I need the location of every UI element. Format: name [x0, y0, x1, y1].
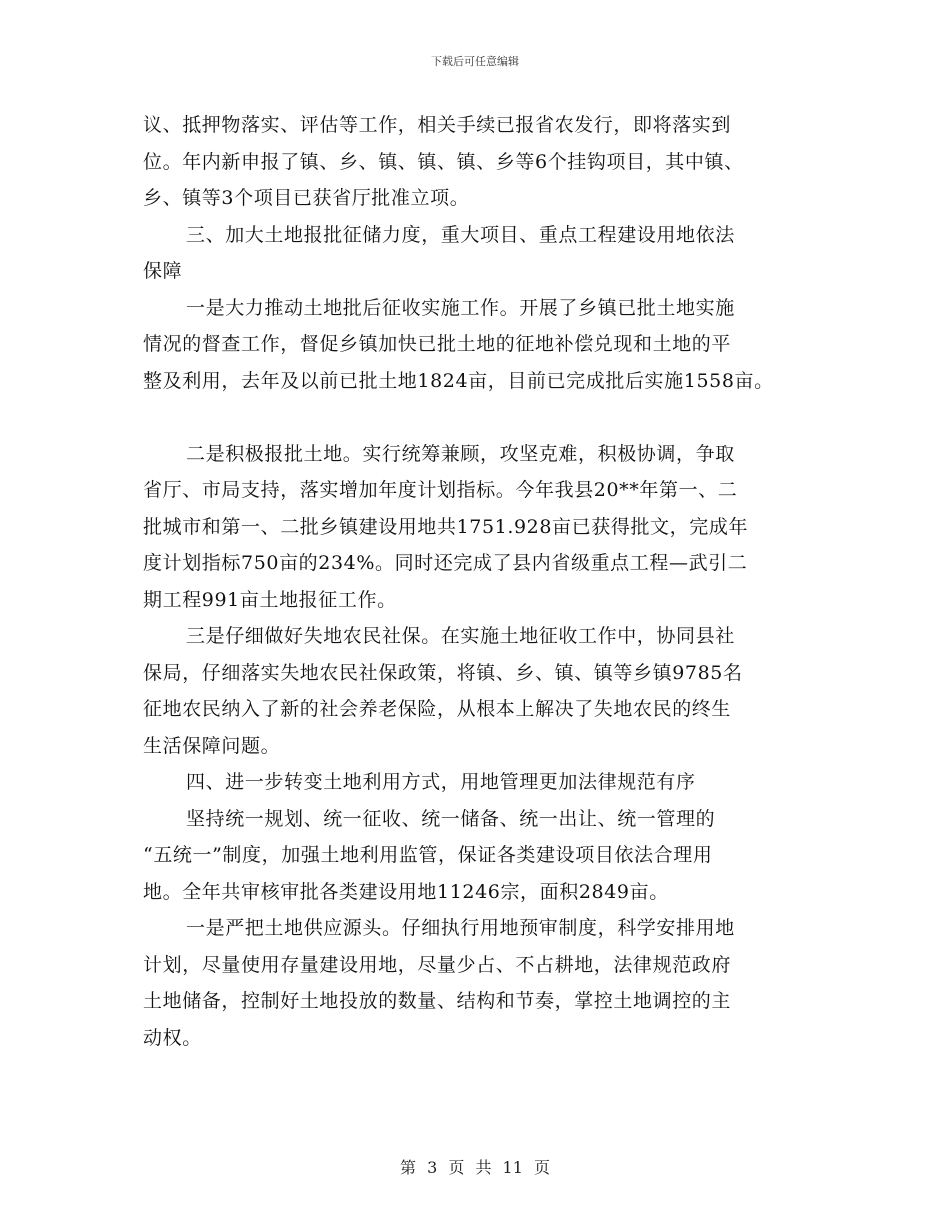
text-line: “五统一”制度，加强土地利用监管，保证各类建设项目依法合理用	[143, 844, 713, 866]
text-line: 二是积极报批土地。实行统筹兼顾，攻坚克难，积极协调，争取	[186, 442, 735, 465]
text-line: 期工程991亩土地报征工作。	[143, 588, 397, 611]
text-line: 整及利用，去年及以前已批土地1824亩，目前已完成批后实施1558亩。	[143, 369, 774, 392]
text-line: 度计划指标750亩的234%。同时还完成了县内省级重点工程—武引二	[143, 552, 748, 574]
text-line: 批城市和第一、二批乡镇建设用地共1751.928亩已获得批文，完成年	[143, 515, 749, 538]
text-line: 一是大力推动土地批后征收实施工作。开展了乡镇已批土地实施	[186, 296, 735, 319]
paragraph-gap	[143, 399, 833, 436]
paragraph	[143, 436, 833, 619]
text-line: 位。年内新申报了镇、乡、镇、镇、镇、乡等6个挂钩项目，其中镇、	[143, 150, 744, 173]
document-body	[143, 107, 833, 1056]
paragraph	[143, 290, 833, 400]
text-line: 动权。	[143, 1026, 202, 1049]
text-line: 议、抵押物落实、评估等工作，相关手续已报省农发行，即将落实到	[143, 114, 732, 136]
text-line: 土地储备，控制好土地投放的数量、结构和节奏，掌控土地调控的主	[143, 990, 732, 1012]
text-line: 情况的督查工作，督促乡镇加快已批土地的征地补偿兑现和土地的平	[143, 333, 732, 355]
paragraph	[143, 107, 833, 217]
text-line: 地。全年共审核审批各类建设用地11246宗，面积2849亩。	[143, 880, 669, 903]
text-line: 生活保障问题。	[143, 734, 281, 757]
text-line: 乡、镇等3个项目已获省厅批准立项。	[143, 187, 470, 209]
text-line: 保障	[143, 260, 183, 282]
text-line: 计划，尽量使用存量建设用地，尽量少占、不占耕地，法律规范政府	[143, 953, 732, 976]
page-header: 下载后可任意编辑	[431, 55, 519, 68]
text-line: 省厅、市局支持，落实增加年度计划指标。今年我县20**年第一、二	[143, 479, 738, 501]
text-line: 征地农民纳入了新的社会养老保险，从根本上解决了失地农民的终生	[143, 698, 732, 720]
text-line: 四、进一步转变土地利用方式，用地管理更加法律规范有序	[186, 771, 696, 793]
text-line: 坚持统一规划、统一征收、统一储备、统一出让、统一管理的	[186, 807, 716, 830]
page-footer: 第 3 页 共 11 页	[400, 1158, 550, 1177]
section-heading	[143, 764, 833, 801]
paragraph	[143, 618, 833, 764]
section-heading	[143, 217, 833, 290]
text-line: 一是严把土地供应源头。仔细执行用地预审制度，科学安排用地	[186, 917, 735, 939]
paragraph	[143, 910, 833, 1056]
text-line: 三、加大土地报批征储力度，重大项目、重点工程建设用地依法	[186, 223, 735, 246]
paragraph	[143, 801, 833, 911]
text-line: 三是仔细做好失地农民社保。在实施土地征收工作中，协同县社	[186, 625, 735, 647]
text-line: 保局，仔细落实失地农民社保政策，将镇、乡、镇、镇等乡镇9785名	[143, 661, 743, 684]
